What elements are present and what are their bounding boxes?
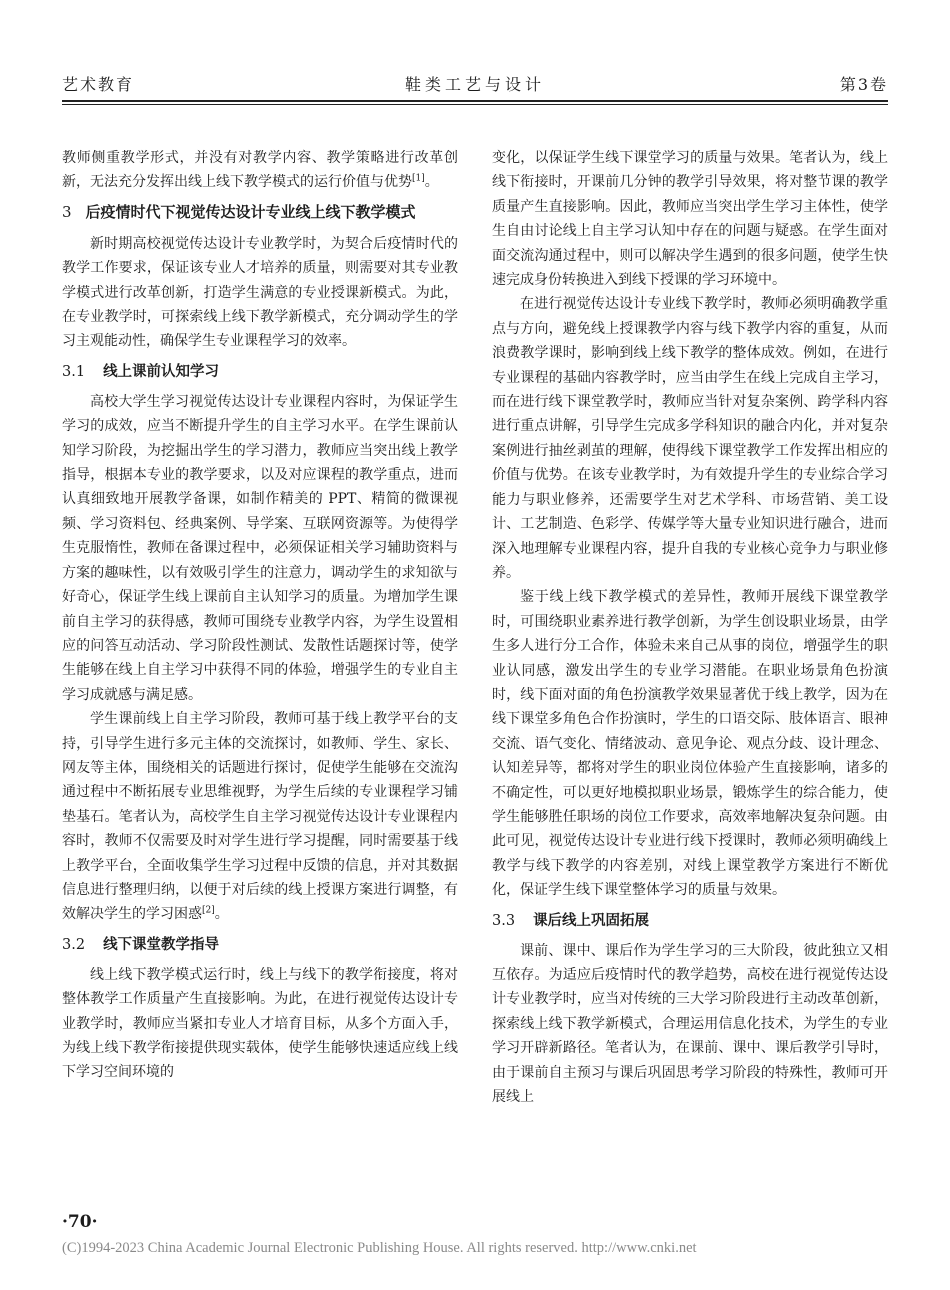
paragraph: 新时期高校视觉传达设计专业教学时，为契合后疫情时代的教学工作要求，保证该专业人才培养的质量，则需要对其专业教学模式进行改革创新，打造学生满意的专业授课新模式。为此，在专业教学时，可探索线上线下教学新模式，充分调动学生的学习主观能动性，确保学生专业课程学习的效率。 xyxy=(62,235,458,350)
header-volume: 第3卷 xyxy=(839,75,888,94)
header-journal-title: 鞋类工艺与设计 xyxy=(404,75,545,94)
citation-ref: [1] xyxy=(412,173,425,184)
subsection-number: 3.3 xyxy=(492,912,516,929)
citation-ref: [2] xyxy=(202,905,215,916)
paragraph: 课前、课中、课后作为学生学习的三大阶段，彼此独立又相互依存。为适应后疫情时代的教学趋势，高校在进行视觉传达设计专业教学时，应当对传统的三大学习阶段进行主动改革创新，探索线上线下教学新模式，合理运用信息化技术，为学生的专业学习开辟新路径。笔者认为，在课前、课中、课后教学引导时，由于课前自主预习与课后巩固思考学习阶段的特殊性，教师可开展线上 xyxy=(492,942,888,1106)
left-column xyxy=(62,146,458,1085)
paragraph-text: 教师侧重教学形式，并没有对教学内容、教学策略进行改革创新，无法充分发挥出线上线下教学模式的运行价值与优势 xyxy=(62,150,458,191)
subsection-heading xyxy=(62,358,458,386)
header-rule-thick xyxy=(62,100,888,102)
subsection-heading xyxy=(62,931,458,959)
copyright-notice: (C)1994-2023 China Academic Journal Electronic Publishing House. All rights reserved. http://www.cnki.net xyxy=(62,1240,697,1256)
paragraph-end: 。 xyxy=(214,906,229,923)
subsection-number: 3.2 xyxy=(62,936,86,953)
paragraph xyxy=(62,146,458,195)
paragraph: 高校大学生学习视觉传达设计专业课程内容时，为保证学生学习的成效，应当不断提升学生的自主学习水平。在学生课前认知学习阶段，为挖掘出学生的学习潜力，教师应当突出线上教学指导，根据本专业的教学要求，以及对应课程的教学重点，进而认真细致地开展教学备课，如制作精美的 PPT、精简的微课视频、学习资料包、经典案例、导学案、互联网资源等。为使得学生克服惰性，教师在备课过程中，必须保证相关学习辅助资料与方案的趣味性，以有效吸引学生的注意力，调动学生的求知欲与好奇心，保证学生线上课前自主认知学习的质量。为增加学生课前自主学习的获得感，教师可围绕专业教学内容，为学生设置相应的问答互动活动、学习阶段性测试、发散性话题探讨等，使学生能够在线上自主学习中获得不同的体验，增强学生的专业自主学习成就感与满足感。 xyxy=(62,393,458,703)
paragraph xyxy=(62,707,458,927)
subsection-title: 课后线上巩固拓展 xyxy=(533,912,650,929)
page-number: ·70· xyxy=(62,1212,98,1232)
right-column xyxy=(492,146,888,1109)
section-title: 后疫情时代下视觉传达设计专业线上线下教学模式 xyxy=(85,202,416,221)
paragraph-text: 学生课前线上自主学习阶段，教师可基于线上教学平台的支持，引导学生进行多元主体的交流探讨，如教师、学生、家长、网友等主体，围绕相关的话题进行探讨，促使学生能够在交流沟通过程中不断拓展专业思维视野，为学生后续的专业课程学习铺垫基石。笔者认为，高校学生自主学习视觉传达设计专业课程内容时，教师不仅需要及时对学生进行学习提醒，同时需要基于线上教学平台，全面收集学生学习过程中反馈的信息，并对其数据信息进行整理归纳，以便于对后续的线上授课方案进行调整，有效解决学生的学习困惑 xyxy=(62,711,458,923)
running-header xyxy=(62,72,888,98)
subsection-heading xyxy=(492,907,888,935)
header-section-label: 艺术教育 xyxy=(62,75,135,94)
subsection-title: 线下课堂教学指导 xyxy=(103,936,220,953)
paragraph: 鉴于线上线下教学模式的差异性，教师开展线下课堂教学时，可围绕职业素养进行教学创新，为学生创设职业场景，由学生多人进行分工合作，体验未来自己从事的岗位，增强学生的职业认同感，激发出学生的专业学习潜能。在职业场景角色扮演时，线下面对面的角色扮演教学效果显著优于线上教学，因为在线下课堂多角色合作扮演时，学生的口语交际、肢体语言、眼神交流、语气变化、情绪波动、意见争论、观点分歧、设计理念、认知差异等，都将对学生的职业岗位体验产生直接影响，诸多的不确定性，可以更好地模拟职业场景，锻炼学生的综合能力，使学生能够胜任职场的岗位工作要求，高效率地解决复杂问题。由此可见，视觉传达设计专业进行线下授课时，教师必须明确线上教学与线下教学的内容差别，对线上课堂教学方案进行不断优化，保证学生线下课堂整体学习的质量与效果。 xyxy=(492,589,888,899)
section-number: 3 xyxy=(62,202,72,221)
paragraph: 变化，以保证学生线下课堂学习的质量与效果。笔者认为，线上线下衔接时，开课前几分钟的教学引导效果，将对整节课的教学质量产生直接影响。因此，教师应当突出学生学习主体性，使学生自由讨论线上自主学习认知中存在的问题与疑惑。在学生面对面交流沟通过程中，则可以解决学生遇到的很多问题，使学生快速完成身份转换进入到线下授课的学习环境中。 xyxy=(492,150,888,289)
subsection-number: 3.1 xyxy=(62,363,86,380)
paragraph-end: 。 xyxy=(424,174,439,191)
header-rule-thin xyxy=(62,104,888,105)
subsection-title: 线上课前认知学习 xyxy=(103,363,220,380)
paragraph: 线上线下教学模式运行时，线上与线下的教学衔接度，将对整体教学工作质量产生直接影响。为此，在进行视觉传达设计专业教学时，教师应当紧扣专业人才培育目标，从多个方面入手，为线上线下教学衔接提供现实载体，使学生能够快速适应线上线下学习空间环境的 xyxy=(62,966,458,1081)
section-heading xyxy=(62,198,458,226)
paragraph: 在进行视觉传达设计专业线下教学时，教师必须明确教学重点与方向，避免线上授课教学内容与线下教学内容的重复，从而浪费教学课时，影响到线上线下教学的整体成效。例如，在进行专业课程的基础内容教学时，应当由学生在线上完成自主学习，而在进行线下课堂教学时，教师应当针对复杂案例、跨学科内容进行重点讲解，引导学生完成多学科知识的融合内化，并对复杂案例进行抽丝剥茧的理解，使得线下课堂教学工作发挥出相应的价值与优势。在该专业教学时，为有效提升学生的专业综合学习能力与职业修养，还需要学生对艺术学科、市场营销、美工设计、工艺制造、色彩学、传媒学等大量专业知识进行融合，进而深入地理解专业课程内容，提升自我的专业核心竞争力与职业修养。 xyxy=(492,296,888,581)
